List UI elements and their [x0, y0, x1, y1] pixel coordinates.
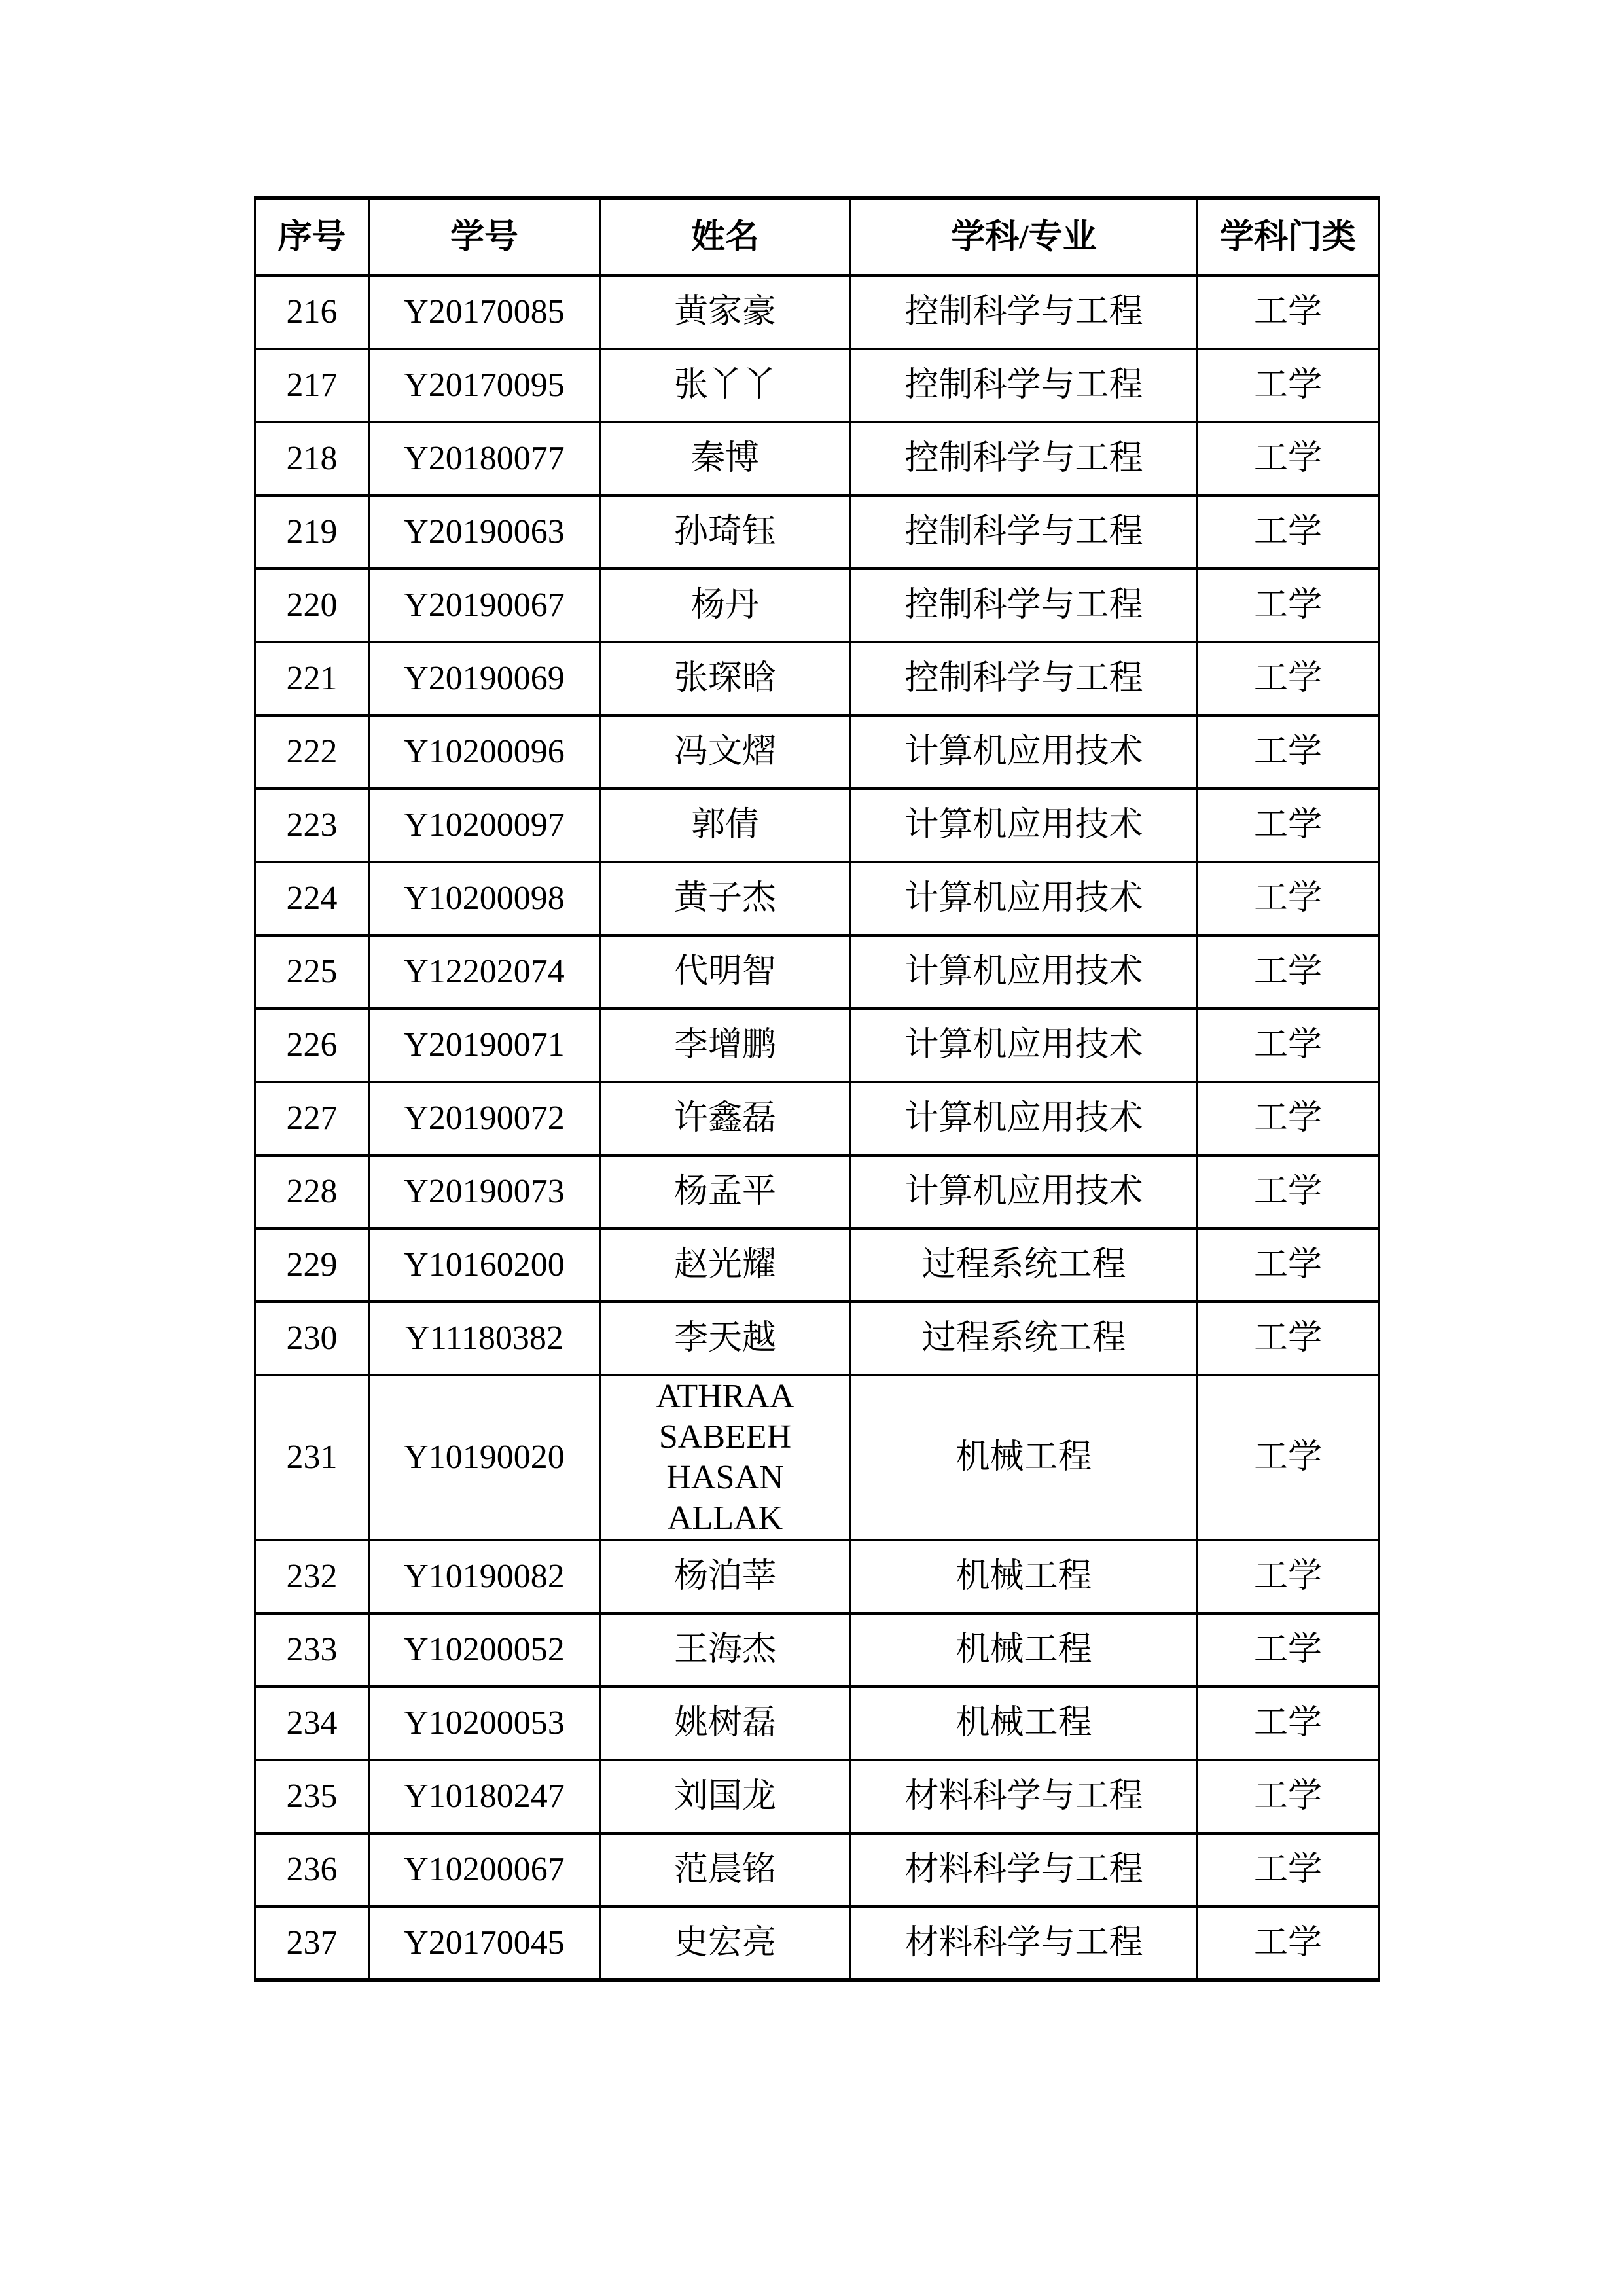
student-id-cell: Y20190071 [369, 1009, 600, 1082]
category-cell: 工学 [1198, 715, 1379, 789]
student-id-cell: Y20190067 [369, 569, 600, 642]
name-cell: 冯文熠 [600, 715, 851, 789]
major-cell: 计算机应用技术 [851, 862, 1198, 935]
table-row [255, 862, 1379, 935]
serial-cell: 232 [255, 1540, 369, 1613]
name-line: ALLAK [667, 1499, 783, 1537]
table-row [255, 569, 1379, 642]
category-cell: 工学 [1198, 1687, 1379, 1760]
name-cell: 秦博 [600, 422, 851, 495]
header-category: 学科门类 [1198, 198, 1379, 276]
name-line: ATHRAA [656, 1378, 794, 1415]
serial-cell: 225 [255, 935, 369, 1009]
header-student-id: 学号 [369, 198, 600, 276]
student-id-cell: Y10200097 [369, 789, 600, 862]
category-cell: 工学 [1198, 862, 1379, 935]
serial-cell: 219 [255, 495, 369, 569]
major-cell: 过程系统工程 [851, 1229, 1198, 1302]
major-cell: 计算机应用技术 [851, 789, 1198, 862]
student-id-cell: Y10190020 [369, 1375, 600, 1540]
serial-cell: 223 [255, 789, 369, 862]
serial-cell: 228 [255, 1155, 369, 1229]
serial-cell: 237 [255, 1907, 369, 1980]
category-cell: 工学 [1198, 495, 1379, 569]
major-cell: 控制科学与工程 [851, 276, 1198, 349]
table-row [255, 1833, 1379, 1907]
category-cell: 工学 [1198, 1155, 1379, 1229]
name-cell: 张丫丫 [600, 349, 851, 422]
table-row [255, 935, 1379, 1009]
major-cell: 材料科学与工程 [851, 1760, 1198, 1833]
serial-cell: 221 [255, 642, 369, 715]
category-cell: 工学 [1198, 1375, 1379, 1540]
name-cell: 代明智 [600, 935, 851, 1009]
name-cell: 史宏亮 [600, 1907, 851, 1980]
name-cell: 杨孟平 [600, 1155, 851, 1229]
table-row [255, 495, 1379, 569]
name-cell: 张琛晗 [600, 642, 851, 715]
serial-cell: 233 [255, 1613, 369, 1687]
category-cell: 工学 [1198, 642, 1379, 715]
student-id-cell: Y10200053 [369, 1687, 600, 1760]
table-row [255, 642, 1379, 715]
table-body [255, 276, 1379, 1980]
table-row [255, 1687, 1379, 1760]
student-id-cell: Y10190082 [369, 1540, 600, 1613]
header-row [255, 198, 1379, 276]
major-cell: 控制科学与工程 [851, 422, 1198, 495]
category-cell: 工学 [1198, 276, 1379, 349]
name-cell: 姚树磊 [600, 1687, 851, 1760]
serial-cell: 226 [255, 1009, 369, 1082]
serial-cell: 236 [255, 1833, 369, 1907]
category-cell: 工学 [1198, 1302, 1379, 1375]
category-cell: 工学 [1198, 1229, 1379, 1302]
major-cell: 控制科学与工程 [851, 495, 1198, 569]
student-id-cell: Y10200096 [369, 715, 600, 789]
table-row [255, 1375, 1379, 1540]
major-cell: 控制科学与工程 [851, 569, 1198, 642]
table-row [255, 1540, 1379, 1613]
category-cell: 工学 [1198, 789, 1379, 862]
major-cell: 控制科学与工程 [851, 349, 1198, 422]
major-cell: 材料科学与工程 [851, 1907, 1198, 1980]
serial-cell: 217 [255, 349, 369, 422]
name-cell: 李天越 [600, 1302, 851, 1375]
student-id-cell: Y12202074 [369, 935, 600, 1009]
student-id-cell: Y10160200 [369, 1229, 600, 1302]
major-cell: 计算机应用技术 [851, 935, 1198, 1009]
serial-cell: 229 [255, 1229, 369, 1302]
table-row [255, 1229, 1379, 1302]
table-header [255, 198, 1379, 276]
serial-cell: 230 [255, 1302, 369, 1375]
category-cell: 工学 [1198, 422, 1379, 495]
table-row [255, 1302, 1379, 1375]
header-major: 学科/专业 [851, 198, 1198, 276]
category-cell: 工学 [1198, 1540, 1379, 1613]
name-cell: 郭倩 [600, 789, 851, 862]
name-cell: 范晨铭 [600, 1833, 851, 1907]
table-row [255, 1082, 1379, 1155]
student-id-cell: Y20170085 [369, 276, 600, 349]
category-cell: 工学 [1198, 1009, 1379, 1082]
student-id-cell: Y10200098 [369, 862, 600, 935]
student-id-cell: Y20190063 [369, 495, 600, 569]
name-cell: 李增鹏 [600, 1009, 851, 1082]
category-cell: 工学 [1198, 1613, 1379, 1687]
table-row [255, 1009, 1379, 1082]
student-id-cell: Y20190069 [369, 642, 600, 715]
table-row [255, 349, 1379, 422]
student-id-cell: Y20190072 [369, 1082, 600, 1155]
name-line: HASAN [666, 1459, 784, 1496]
serial-cell: 218 [255, 422, 369, 495]
serial-cell: 227 [255, 1082, 369, 1155]
name-cell: 黄家豪 [600, 276, 851, 349]
student-id-cell: Y20170045 [369, 1907, 600, 1980]
student-id-cell: Y10200052 [369, 1613, 600, 1687]
category-cell: 工学 [1198, 1907, 1379, 1980]
serial-cell: 220 [255, 569, 369, 642]
major-cell: 材料科学与工程 [851, 1833, 1198, 1907]
serial-cell: 231 [255, 1375, 369, 1540]
major-cell: 机械工程 [851, 1375, 1198, 1540]
category-cell: 工学 [1198, 1082, 1379, 1155]
table-row [255, 1907, 1379, 1980]
category-cell: 工学 [1198, 349, 1379, 422]
table-row [255, 715, 1379, 789]
major-cell: 控制科学与工程 [851, 642, 1198, 715]
table-row [255, 422, 1379, 495]
name-cell: 赵光耀 [600, 1229, 851, 1302]
student-id-cell: Y20180077 [369, 422, 600, 495]
major-cell: 计算机应用技术 [851, 1155, 1198, 1229]
major-cell: 计算机应用技术 [851, 1009, 1198, 1082]
serial-cell: 224 [255, 862, 369, 935]
name-cell: 黄子杰 [600, 862, 851, 935]
serial-cell: 234 [255, 1687, 369, 1760]
header-serial: 序号 [255, 198, 369, 276]
category-cell: 工学 [1198, 1760, 1379, 1833]
name-cell [600, 1375, 851, 1540]
name-cell: 杨泊莘 [600, 1540, 851, 1613]
table-row [255, 1155, 1379, 1229]
serial-cell: 216 [255, 276, 369, 349]
name-line: SABEEH [658, 1418, 792, 1456]
major-cell: 计算机应用技术 [851, 715, 1198, 789]
category-cell: 工学 [1198, 935, 1379, 1009]
student-id-cell: Y10180247 [369, 1760, 600, 1833]
student-id-cell: Y20190073 [369, 1155, 600, 1229]
major-cell: 机械工程 [851, 1687, 1198, 1760]
major-cell: 过程系统工程 [851, 1302, 1198, 1375]
table-row [255, 276, 1379, 349]
header-name: 姓名 [600, 198, 851, 276]
major-cell: 机械工程 [851, 1540, 1198, 1613]
student-id-cell: Y10200067 [369, 1833, 600, 1907]
name-cell: 孙琦钰 [600, 495, 851, 569]
student-id-cell: Y20170095 [369, 349, 600, 422]
category-cell: 工学 [1198, 1833, 1379, 1907]
name-cell: 王海杰 [600, 1613, 851, 1687]
name-cell: 许鑫磊 [600, 1082, 851, 1155]
major-cell: 计算机应用技术 [851, 1082, 1198, 1155]
table-row [255, 1760, 1379, 1833]
student-roster-table [254, 196, 1380, 1982]
student-id-cell: Y11180382 [369, 1302, 600, 1375]
name-cell: 刘国龙 [600, 1760, 851, 1833]
name-cell: 杨丹 [600, 569, 851, 642]
table-row [255, 1613, 1379, 1687]
major-cell: 机械工程 [851, 1613, 1198, 1687]
category-cell: 工学 [1198, 569, 1379, 642]
serial-cell: 235 [255, 1760, 369, 1833]
serial-cell: 222 [255, 715, 369, 789]
table-row [255, 789, 1379, 862]
